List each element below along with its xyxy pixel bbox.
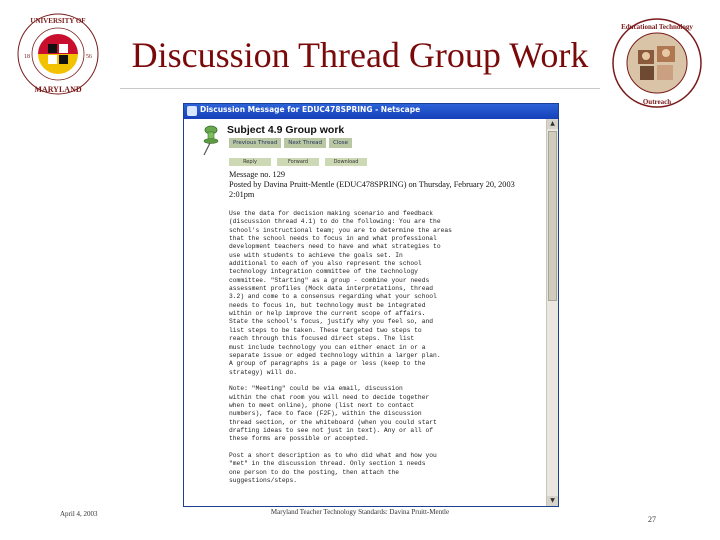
message-subject: Subject 4.9 Group work bbox=[227, 124, 345, 136]
previous-thread-button[interactable]: Previous Thread bbox=[229, 138, 281, 148]
vertical-scrollbar[interactable] bbox=[546, 119, 558, 506]
body-line: when to meet online), phone (list next to contact bbox=[229, 401, 415, 409]
scroll-up-arrow-icon[interactable]: ▲ bbox=[547, 119, 558, 129]
close-button[interactable]: Close bbox=[329, 138, 352, 148]
body-line: one person to do the posting, then attach the bbox=[229, 468, 400, 476]
body-line: additional to each of you also represent the school bbox=[229, 260, 422, 268]
body-line: assessment profiles (Mock data interpretations, thread bbox=[229, 285, 434, 293]
paragraph-gap bbox=[229, 377, 541, 385]
svg-text:56: 56 bbox=[86, 54, 92, 60]
next-thread-button[interactable]: Next Thread bbox=[284, 138, 326, 148]
body-line: within the chat room you will need to decide together bbox=[229, 393, 430, 401]
svg-text:UNIVERSITY OF: UNIVERSITY OF bbox=[30, 17, 86, 25]
svg-text:MARYLAND: MARYLAND bbox=[34, 85, 82, 94]
window-titlebar[interactable] bbox=[184, 104, 558, 119]
body-line: reach through this focused direct steps. The list bbox=[229, 335, 415, 343]
slide-title: Discussion Thread Group Work bbox=[131, 35, 589, 75]
body-line: within or help improve the current scope of affairs. bbox=[229, 310, 426, 318]
svg-text:18: 18 bbox=[24, 54, 30, 60]
body-line: thread section, or the whiteboard (when you could start bbox=[229, 418, 437, 426]
download-button[interactable]: Download bbox=[325, 158, 367, 166]
body-line: A group of paragraphs is a page or less (keep to the bbox=[229, 360, 426, 368]
body-line: must include technology you can either enact in or a bbox=[229, 343, 426, 351]
educational-technology-outreach-logo bbox=[610, 16, 704, 110]
footer-author: Maryland Teacher Technology Standards: Davina Pruitt-Mentle bbox=[270, 508, 450, 516]
body-line: numbers), face to face (F2F), within the discussion bbox=[229, 410, 422, 418]
message-posted-by: Posted by Davina Pruitt-Mentle (EDUC478SPRING) on Thursday, February 20, 2003 bbox=[229, 180, 515, 189]
browser-window bbox=[183, 103, 559, 507]
svg-text:Educational Technology: Educational Technology bbox=[621, 23, 693, 31]
message-header bbox=[229, 170, 539, 200]
body-line: list steps to be taken. These targeted two steps to bbox=[229, 326, 422, 334]
body-line: "met" in the discussion thread. Only section 1 needs bbox=[229, 460, 426, 468]
scroll-thumb[interactable] bbox=[548, 131, 557, 301]
svg-text:Outreach: Outreach bbox=[642, 98, 672, 106]
forward-button[interactable]: Forward bbox=[277, 158, 319, 166]
body-line: technology integration committee of the technology bbox=[229, 268, 418, 276]
message-actions bbox=[229, 158, 367, 166]
body-line: school's instructional team; you are to determine the areas bbox=[229, 226, 452, 234]
body-paragraph-3 bbox=[229, 452, 541, 485]
scroll-down-arrow-icon[interactable]: ▼ bbox=[547, 496, 558, 506]
body-line: needs to focus in, but technology must be integrated bbox=[229, 301, 426, 309]
page-number: 27 bbox=[648, 515, 656, 524]
title-divider bbox=[120, 88, 600, 89]
body-line: committee. "Starting" as a group - combine your needs bbox=[229, 276, 430, 284]
footer-date: April 4, 2003 bbox=[60, 510, 98, 518]
window-title: Discussion Message for EDUC478SPRING - Netscape bbox=[200, 105, 421, 114]
body-line: strategy) will do. bbox=[229, 368, 298, 376]
body-line: Use the data for decision making scenario and feedback bbox=[229, 210, 434, 217]
body-line: separate issue or edged technology within a larger plan. bbox=[229, 351, 441, 359]
body-line: use with students to achieve the goals set. In bbox=[229, 251, 403, 259]
reply-button[interactable]: Reply bbox=[229, 158, 271, 166]
paragraph-gap bbox=[229, 444, 541, 452]
netscape-icon bbox=[187, 106, 197, 116]
body-line: Post a short description as to who did what and how you bbox=[229, 451, 437, 459]
thread-navigation bbox=[229, 138, 352, 148]
message-time: 2:01pm bbox=[229, 190, 255, 199]
body-line: drafting ideas to see not just in text). Any or all of bbox=[229, 426, 434, 434]
body-line: (discussion thread 4.1) to do the following: You are the bbox=[229, 218, 441, 226]
message-number: Message no. 129 bbox=[229, 170, 285, 179]
body-line: that the school needs to focus in and what professional bbox=[229, 235, 437, 243]
body-line: development teachers need to have and what strategies to bbox=[229, 243, 441, 251]
body-paragraph-1 bbox=[229, 210, 541, 377]
body-line: suggestions/steps. bbox=[229, 477, 298, 484]
body-line: Note: "Meeting" could be via email, discussion bbox=[229, 385, 403, 393]
body-line: these forms are possible or accepted. bbox=[229, 435, 369, 443]
body-line: State the school's focus, justify why you feel so, and bbox=[229, 318, 434, 326]
message-body bbox=[229, 210, 541, 485]
body-paragraph-2 bbox=[229, 385, 541, 443]
pushpin-icon bbox=[199, 124, 219, 156]
body-line: 3.2) and come to a consensus regarding what your school bbox=[229, 293, 437, 301]
